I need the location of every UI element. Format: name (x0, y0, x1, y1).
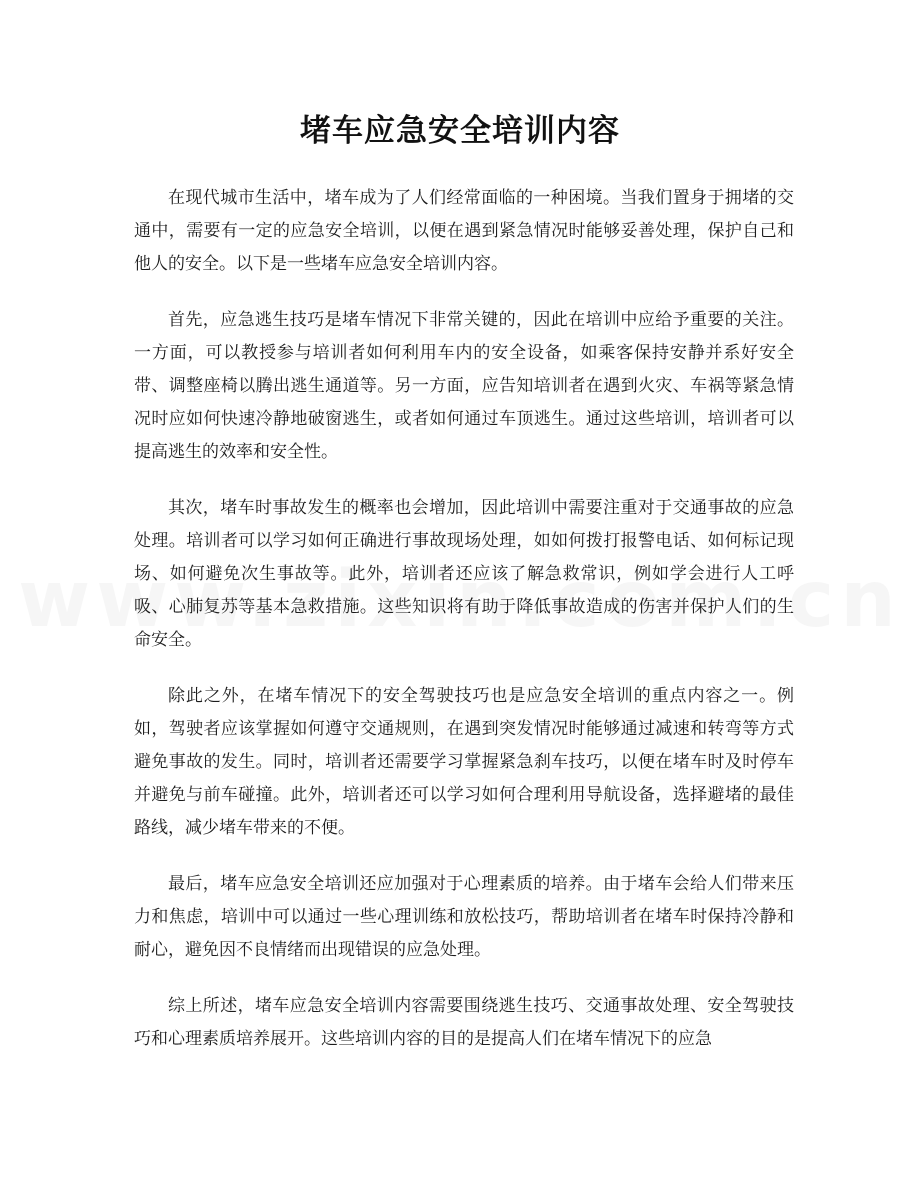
document-body (134, 182, 794, 1079)
paragraph-summary: 综上所述，堵车应急安全培训内容需要围绕逃生技巧、交通事故处理、安全驾驶技巧和心理素质培养展开。这些培训内容的目的是提高人们在堵车情况下的应急 (134, 996, 794, 1049)
document-title: 堵车应急安全培训内容 (300, 113, 620, 149)
paragraph-accident-handling: 其次，堵车时事故发生的概率也会增加，因此培训中需要注重对于交通事故的应急处理。培训者可以学习如何正确进行事故现场处理，如如何拨打报警电话、如何标记现场、如何避免次生事故等。此外，培训者还应该了解急救常识，例如学会进行人工呼吸、心肺复苏等基本急救措施。这些知识将有助于降低事故造成的伤害并保护人们的生命安全。 (134, 498, 794, 650)
paragraph-intro: 在现代城市生活中，堵车成为了人们经常面临的一种困境。当我们置身于拥堵的交通中，需要有一定的应急安全培训，以便在遇到紧急情况时能够妥善处理，保护自己和他人的安全。以下是一些堵车应急安全培训内容。 (134, 188, 794, 274)
paragraph-escape-skills: 首先，应急逃生技巧是堵车情况下非常关键的，因此在培训中应给予重要的关注。一方面，可以教授参与培训者如何利用车内的安全设备，如乘客保持安静并系好安全带、调整座椅以腾出逃生通道等。另一方面，应告知培训者在遇到火灾、车祸等紧急情况时应如何快速冷静地破窗逃生，或者如何通过车顶逃生。通过这些培训，培训者可以提高逃生的效率和安全性。 (134, 310, 794, 462)
paragraph-safe-driving: 除此之外，在堵车情况下的安全驾驶技巧也是应急安全培训的重点内容之一。例如，驾驶者应该掌握如何遵守交通规则，在遇到突发情况时能够通过减速和转弯等方式避免事故的发生。同时，培训者还需要学习掌握紧急刹车技巧，以便在堵车时及时停车并避免与前车碰撞。此外，培训者还可以学习如何合理利用导航设备，选择避堵的最佳路线，减少堵车带来的不便。 (134, 686, 794, 838)
paragraph-psychology: 最后，堵车应急安全培训还应加强对于心理素质的培养。由于堵车会给人们带来压力和焦虑，培训中可以通过一些心理训练和放松技巧，帮助培训者在堵车时保持冷静和耐心，避免因不良情绪而出现错误的应急处理。 (134, 874, 794, 960)
